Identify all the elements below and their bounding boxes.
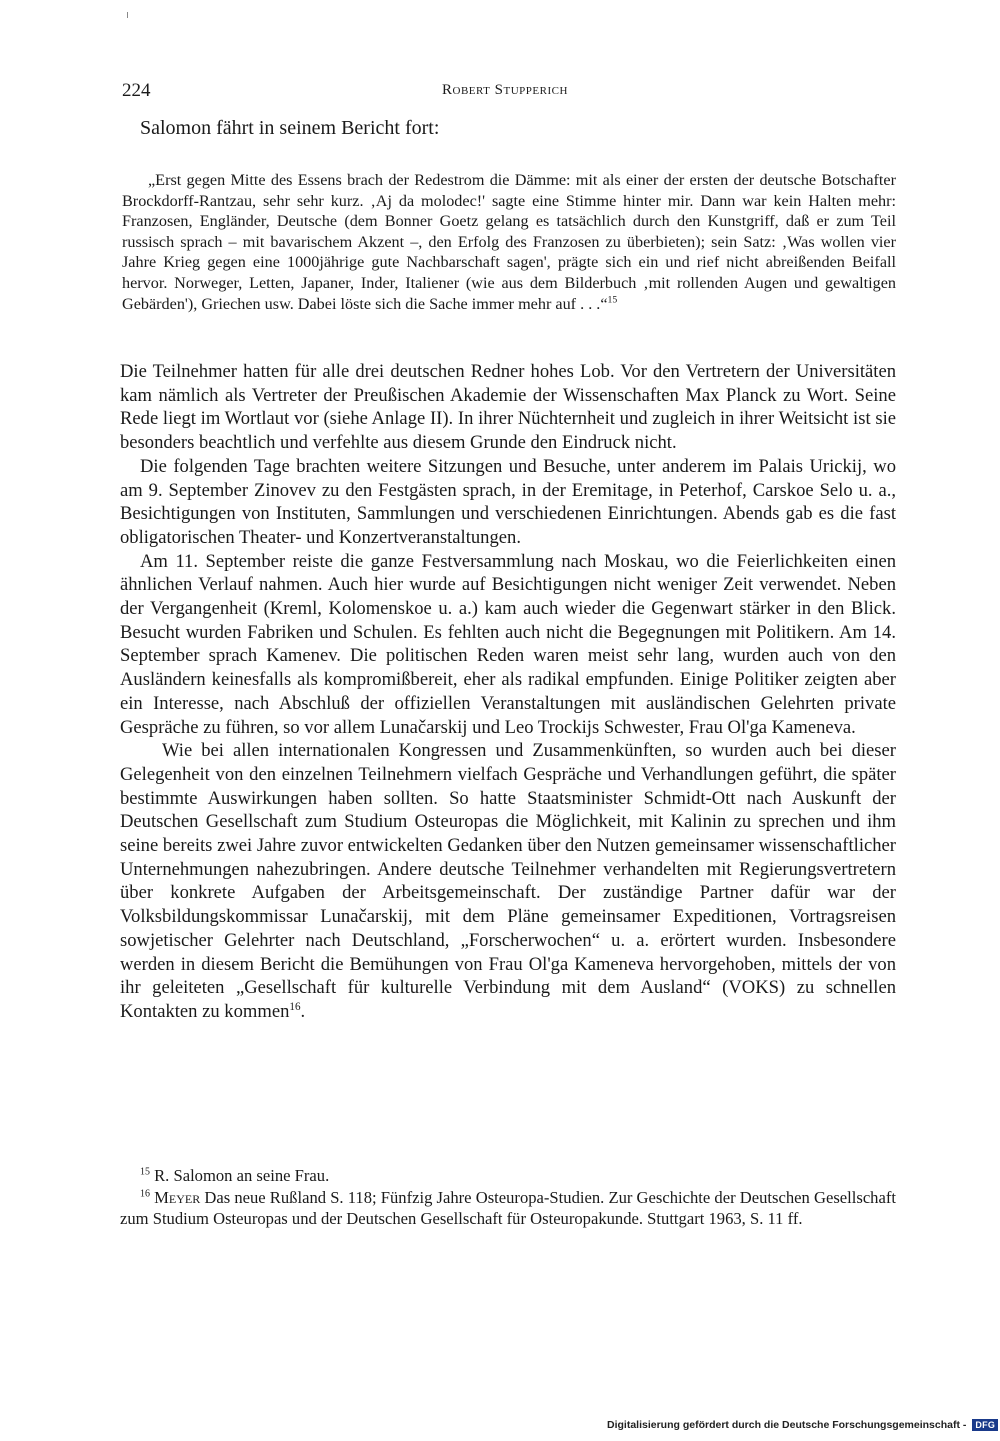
paragraph-3: Am 11. September reiste die ganze Festversammlung nach Moskau, wo die Feierlichkeiten einen ähnlichen Verlauf nahmen. Auch hier wurde auf Besichtigungen nicht weniger Zeit verwendet. Neben der Vergangenheit (Kreml, Kolomenskoe u. a.) kam auch wieder die Gegenwart stärker in den Blick. Besucht wurden Fabriken und Schulen. Es fehlten auch nicht die Begegnungen mit Politikern. Am 14. September sprach Kamenev. Die politischen Reden waren meist sehr lang, wurden auch von den Ausländern keinesfalls als kompromißbereit, eher als radikal empfunden. Einige Politiker zeigten aber ein Interesse, nach Abschluß der offiziellen Veranstaltungen mit ausländischen Gelehrten private Gespräche zu führen, so vor allem Lunačarskij und Leo Trockijs Schwester, Frau Ol'ga Kameneva. [120, 550, 896, 738]
footnote-15 [120, 1165, 896, 1187]
footnotes [120, 1165, 896, 1230]
footnote-ref-16: 16 [289, 1000, 301, 1013]
footnote-number-15: 15 [140, 1166, 150, 1178]
paragraph-4-text: Wie bei allen internationalen Kongressen und Zusammenkünften, so wurden auch bei dieser Gelegenheit von den einzelnen Teilnehmern vielfach Gespräche und Verhandlungen geführt, die später bestimmte Auswirkungen haben sollten. So hatte Staatsminister Schmidt-Ott nach Auskunft der Deutschen Gesellschaft zum Studium Osteuropas die Möglichkeit, mit Kalinin zu sprechen und ihm seine bereits zwei Jahre zuvor entwickelten Gedanken über den Nutzen gemeinsamer wissenschaftlicher Unternehmungen nahezubringen. Andere deutsche Teilnehmer verhandelten mit Regierungsvertretern über konkrete Aufgaben der Arbeitsgemeinschaft. Der zuständige Partner dafür war der Volksbildungskommissar Lunačarskij, mit dem Pläne gemeinsamer Expeditionen, Vortragsreisen sowjetischer Gelehrter nach Deutschland, „Forscherwochen“ u. a. erörtert wurden. Insbesondere werden in diesem Bericht die Bemühungen von Frau Ol'ga Kameneva hervorgehoben, mittels der von ihr geleiteten „Gesellschaft für kulturelle Verbindung mit dem Ausland“ (VOKS) zu schnellen Kontakten zu kommen [120, 740, 896, 1022]
footer-text: Digitalisierung gefördert durch die Deutsche Forschungsgemeinschaft - [607, 1419, 967, 1432]
footnote-16 [120, 1187, 896, 1230]
quote-text: „Erst gegen Mitte des Essens brach der Redestrom die Dämme: mit als einer der ersten der deutsche Botschafter Brockdorff-Rantzau, sehr sehr kurz. ‚Aj da molodec!' sagte eine Stimme hinter mir. Dann war kein Halten mehr: Franzosen, Engländer, Deutsche (dem Bonner Goetz gelang es tatsächlich durch den Kunstgriff, daß er zum Teil russisch sprach – mit bavarischem Akzent –, den Erfolg des Franzosen zu überbieten); sein Satz: ‚Was wollen vier Jahre Krieg gegen eine 1000jährige gute Nachbarschaft sagen', prägte sich ein und rief nicht abreißenden Beifall hervor. Norweger, Letten, Japaner, Inder, Italiener (wie aus dem Bilderbuch ‚mit rollenden Augen und gewaltigen Gebärden'), Griechen usw. Dabei löste sich die Sache immer mehr auf . . .“ [122, 171, 896, 313]
paragraph-4 [120, 739, 896, 1023]
footnote-16-text: Das neue Rußland S. 118; Fünfzig Jahre Osteuropa-Studien. Zur Geschichte der Deutschen Gesellschaft zum Studium Osteuropas und der Deutschen Gesellschaft für Osteuropakunde. Stuttgart 1963, S. 11 ff. [120, 1187, 896, 1228]
block-quote [122, 170, 896, 314]
running-head: Robert Stupperich [442, 82, 568, 98]
paragraph-4-end: . [300, 1000, 306, 1022]
footnote-ref-15: 15 [607, 294, 618, 306]
footnote-15-text: R. Salomon an seine Frau. [154, 1166, 330, 1185]
paragraph-1: Die Teilnehmer hatten für alle drei deutschen Redner hohes Lob. Vor den Vertretern der Universitäten kam nämlich als Vertreter der Preußischen Akademie der Wissenschaften Max Planck zu Wort. Seine Rede liegt im Wortlaut vor (siehe Anlage II). In ihrer Nüchternheit und zugleich in ihrer Weitsicht ist sie besonders beachtlich und verfehlte aus diesem Grunde den Eindruck nicht. [120, 361, 896, 454]
scan-artifact-mark [127, 12, 128, 18]
page-header [122, 74, 896, 104]
digitization-footer [607, 1419, 996, 1435]
intro-line: Salomon fährt in seinem Bericht fort: [140, 117, 440, 139]
page-number: 224 [122, 80, 151, 101]
paragraph-2: Die folgenden Tage brachten weitere Sitzungen und Besuche, unter anderem im Palais Urickij, wo am 9. September Zinovev zu den Festgästen sprach, in der Eremitage, in Peterhof, Carskoe Selo u. a., Besichtigungen von Instituten, Sammlungen und verschiedenen Einrichtungen. Abends gab es die fast obligatorischen Theater- und Konzertveranstaltungen. [120, 455, 896, 548]
footnote-number-16: 16 [140, 1187, 150, 1199]
dfg-logo-icon: DFG [972, 1419, 998, 1431]
footnote-16-author: Meyer [154, 1187, 201, 1207]
body-text [120, 360, 896, 1024]
